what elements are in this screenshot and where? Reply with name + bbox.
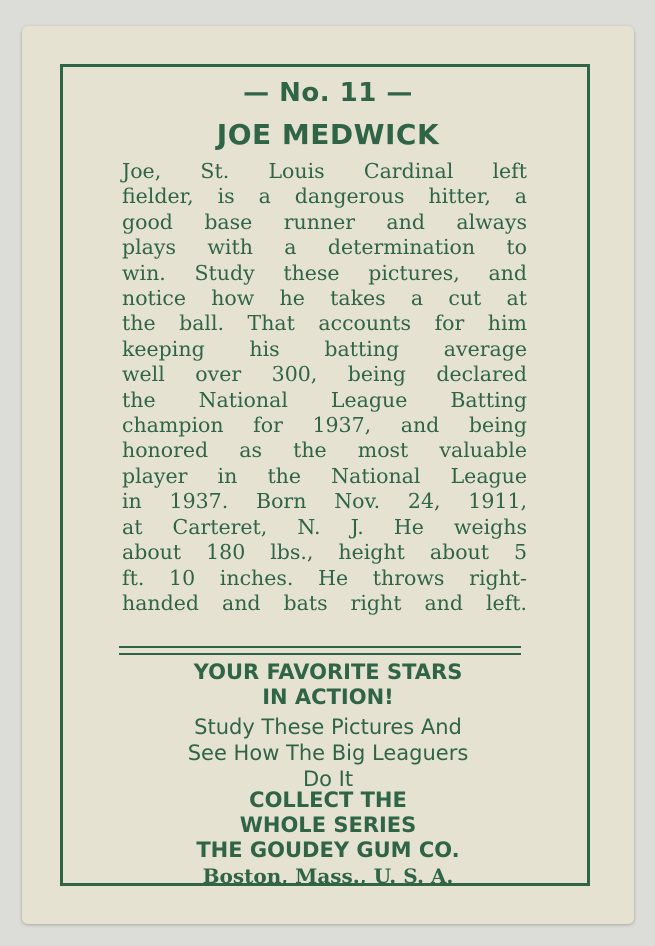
promo-text-line: See How The Big Leaguers [187,741,469,765]
promo-text [22,714,634,792]
bio-line: good base runner and always [122,209,527,234]
promo-heading-line: IN ACTION! [262,685,394,709]
player-biography [122,159,527,616]
bio-line: player in the National League [122,463,527,488]
collect-line: COLLECT THE [249,788,407,812]
baseball-card-back [22,26,634,924]
publisher-name: THE GOUDEY GUM CO. [196,838,460,862]
bio-line: fielder, is a dangerous hitter, a [122,184,527,209]
bio-line: Joe, St. Louis Cardinal left [122,159,527,183]
bio-line: keeping his batting average [122,336,527,361]
bio-line: honored as the most valuable [122,438,527,463]
bio-line: ft. 10 inches. He throws right- [122,565,527,590]
bio-line: handed and bats right and left. [122,590,527,615]
bio-line: at Carteret, N. J. He weighs [122,514,527,539]
bio-line: champion for 1937, and being [122,413,527,438]
bio-line: about 180 lbs., height about 5 [122,540,527,565]
player-name: JOE MEDWICK [216,118,440,151]
bio-line: well over 300, being declared [122,362,527,387]
bio-line: notice how he takes a cut at [122,286,527,311]
bio-line: plays with a determination to [122,235,527,260]
promo-heading-line: YOUR FAVORITE STARS [193,660,463,684]
collect-line: WHOLE SERIES [239,813,417,837]
divider-rule-top [119,646,521,648]
bio-line: the National League Batting [122,387,527,412]
collect-series-text [22,788,634,863]
bio-line: in 1937. Born Nov. 24, 1911, [122,489,527,514]
divider-rule-bottom [119,653,521,655]
promo-heading [22,660,634,710]
bio-line: win. Study these pictures, and [122,260,527,285]
publisher-city: Boston, Mass., U. S. A. [202,864,454,888]
promo-text-line: Do It [302,767,354,791]
promo-text-line: Study These Pictures And [194,715,462,739]
bio-line: the ball. That accounts for him [122,311,527,336]
card-number: — No. 11 — [243,78,413,108]
